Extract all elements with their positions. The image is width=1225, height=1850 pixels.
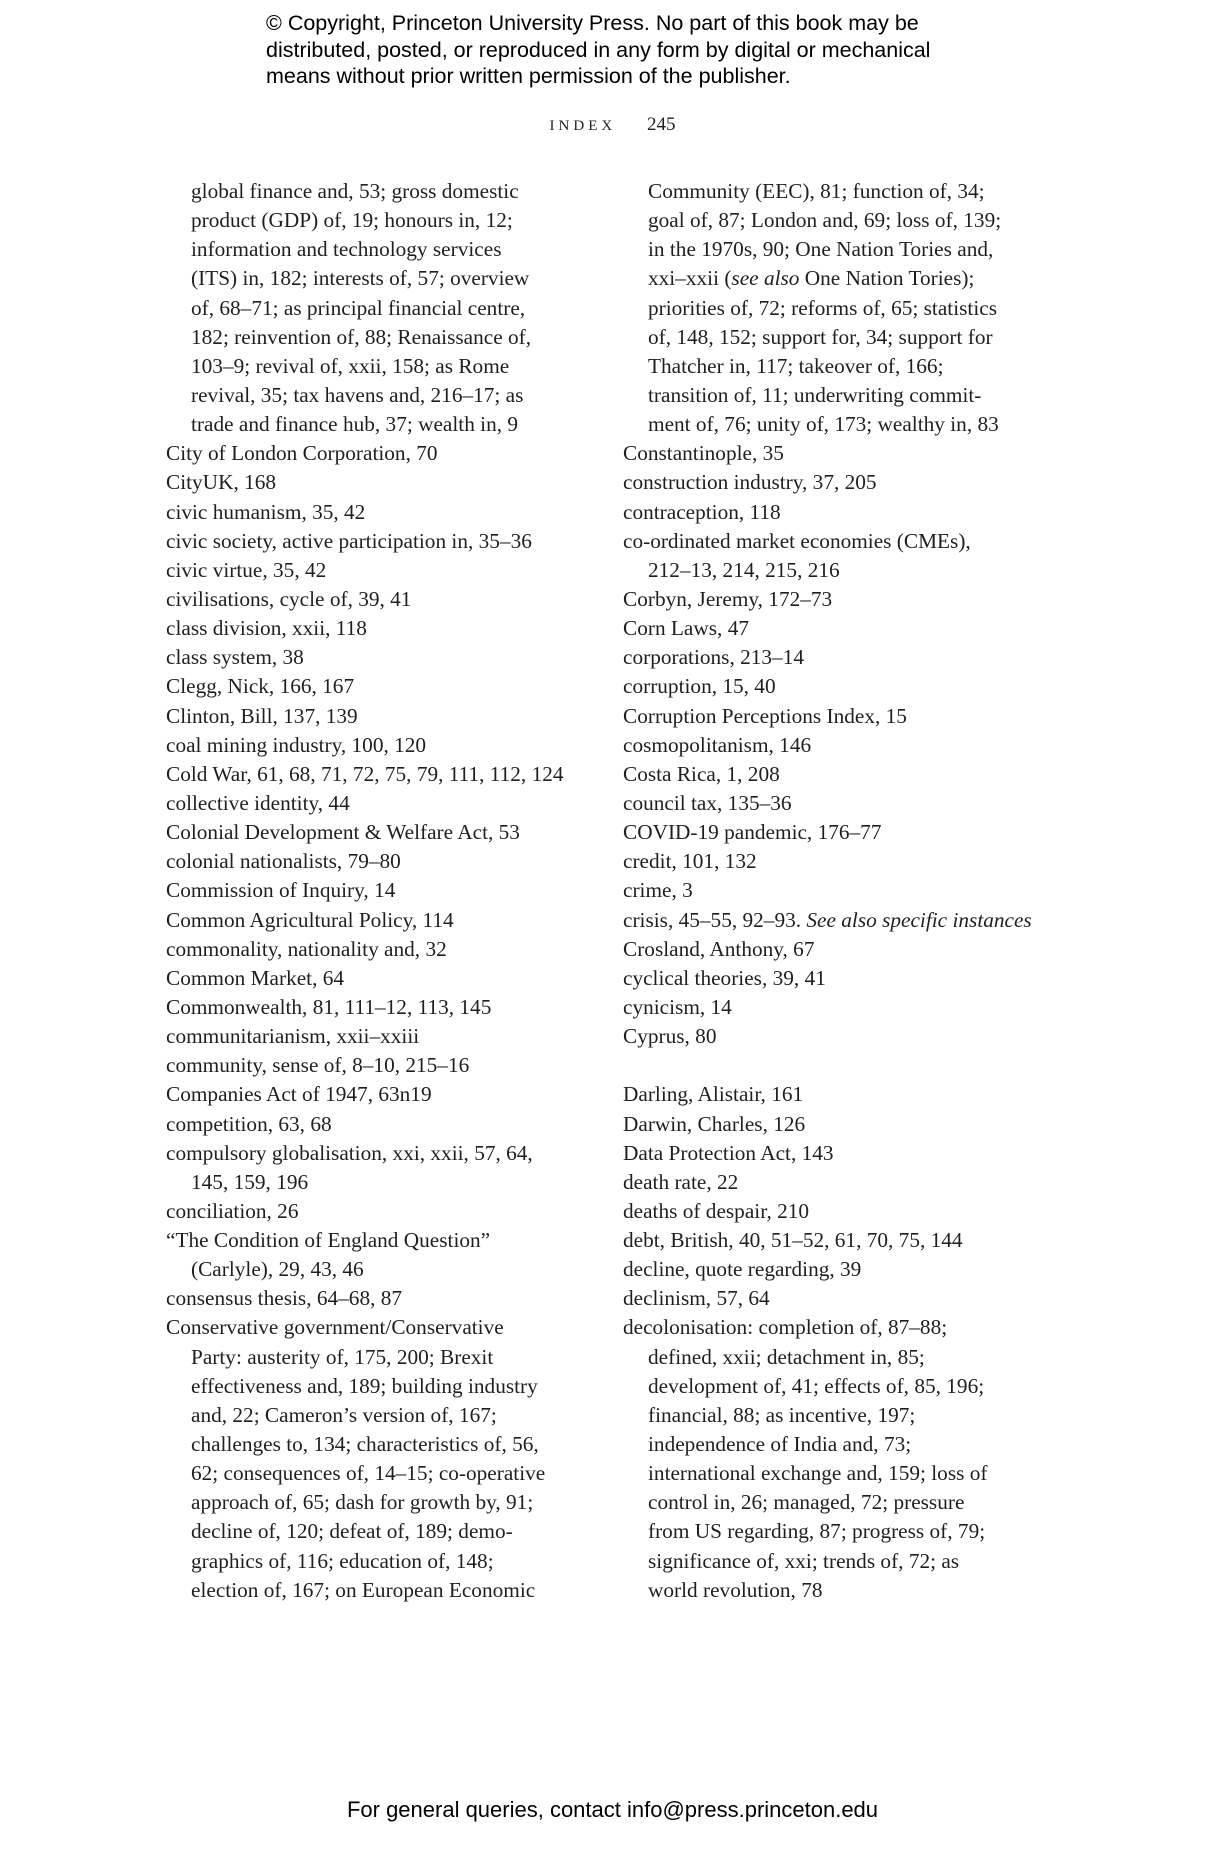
cross-reference: See also specific instances — [806, 907, 1032, 932]
index-line: death rate, 22 — [623, 1169, 739, 1194]
index-line: CityUK, 168 — [166, 470, 277, 495]
index-line: commonality, nationality and, 32 — [166, 936, 447, 961]
index-line: world revolution, 78 — [648, 1577, 823, 1602]
index-line: credit, 101, 132 — [623, 849, 757, 874]
index-line: construction industry, 37, 205 — [623, 470, 877, 495]
index-line: graphics of, 116; education of, 148; — [191, 1548, 494, 1573]
index-line: 182; reinvention of, 88; Renaissance of, — [191, 324, 532, 349]
index-line: Community (EEC), 81; function of, 34; — [648, 179, 985, 203]
index-column-right — [623, 177, 1053, 1605]
index-line: priorities of, 72; reforms of, 65; statistics — [648, 295, 997, 320]
index-line: corruption, 15, 40 — [623, 674, 776, 699]
index-line: coal mining industry, 100, 120 — [166, 732, 427, 757]
index-line: decline of, 120; defeat of, 189; demo- — [191, 1519, 513, 1544]
index-line: civic society, active participation in, 35–36 — [166, 528, 532, 553]
index-line: (Carlyle), 29, 43, 46 — [191, 1257, 364, 1282]
index-line: class system, 38 — [166, 645, 304, 670]
index-line: Thatcher in, 117; takeover of, 166; — [648, 353, 944, 378]
index-line: effectiveness and, 189; building industry — [191, 1373, 538, 1398]
index-line: challenges to, 134; characteristics of, 56, — [191, 1432, 539, 1457]
cross-reference: see also — [731, 266, 800, 291]
index-line: City of London Corporation, 70 — [166, 441, 438, 466]
index-line: development of, 41; effects of, 85, 196; — [648, 1373, 985, 1398]
index-line: co-ordinated market economies (CMEs), — [623, 528, 971, 553]
copyright-notice — [266, 10, 1026, 90]
index-line: competition, 63, 68 — [166, 1111, 332, 1136]
index-column-left — [166, 177, 586, 1605]
index-line: community, sense of, 8–10, 215–16 — [166, 1053, 470, 1078]
index-line: Cold War, 61, 68, 71, 72, 75, 79, 111, 112, 124 — [166, 761, 564, 786]
footer-contact: For general queries, contact info@press.princeton.edu — [346, 1797, 879, 1822]
index-line: defined, xxii; detachment in, 85; — [648, 1344, 925, 1369]
index-line: control in, 26; managed, 72; pressure — [648, 1490, 965, 1515]
index-line: (ITS) in, 182; interests of, 57; overview — [191, 266, 530, 291]
index-line: council tax, 135–36 — [623, 790, 792, 815]
index-line: Corn Laws, 47 — [623, 616, 749, 641]
index-line: consensus thesis, 64–68, 87 — [166, 1286, 403, 1311]
copyright-line: © Copyright, Princeton University Press. No part of this book may be — [266, 11, 919, 35]
index-line: trade and finance hub, 37; wealth in, 9 — [191, 412, 519, 437]
index-line: crisis, 45–55, 92–93. See also specific instances — [623, 907, 1032, 932]
index-line: corporations, 213–14 — [623, 645, 804, 670]
index-line: deaths of despair, 210 — [623, 1198, 810, 1223]
index-line: in the 1970s, 90; One Nation Tories and, — [648, 237, 994, 262]
index-line: cynicism, 14 — [623, 994, 732, 1019]
index-line: crime, 3 — [623, 878, 693, 903]
index-line: of, 68–71; as principal financial centre, — [191, 295, 526, 320]
index-line: colonial nationalists, 79–80 — [166, 849, 401, 874]
index-line: Darling, Alistair, 161 — [623, 1082, 804, 1107]
index-line: Colonial Development & Welfare Act, 53 — [166, 820, 520, 845]
index-line: COVID-19 pandemic, 176–77 — [623, 820, 882, 845]
index-line: product (GDP) of, 19; honours in, 12; — [191, 208, 513, 233]
index-line: approach of, 65; dash for growth by, 91; — [191, 1490, 534, 1515]
index-line: Corruption Perceptions Index, 15 — [623, 703, 907, 728]
index-line: Companies Act of 1947, 63n19 — [166, 1082, 432, 1107]
index-line: 103–9; revival of, xxii, 158; as Rome — [191, 353, 510, 378]
index-line: financial, 88; as incentive, 197; — [648, 1402, 916, 1427]
index-line: 212–13, 214, 215, 216 — [648, 557, 840, 582]
index-line: civic humanism, 35, 42 — [166, 499, 366, 524]
index-line: Commission of Inquiry, 14 — [166, 878, 396, 903]
index-line: Conservative government/Conservative — [166, 1315, 504, 1340]
running-head-label: INDEX — [549, 118, 617, 134]
index-line: Data Protection Act, 143 — [623, 1140, 834, 1165]
index-line: debt, British, 40, 51–52, 61, 70, 75, 144 — [623, 1228, 963, 1253]
index-line: Party: austerity of, 175, 200; Brexit — [191, 1344, 494, 1369]
index-line: collective identity, 44 — [166, 790, 350, 815]
index-line: cyclical theories, 39, 41 — [623, 965, 826, 990]
blank-line — [623, 1051, 1053, 1080]
index-line: global finance and, 53; gross domestic — [191, 179, 519, 203]
index-line: goal of, 87; London and, 69; loss of, 139; — [648, 208, 1002, 233]
page-number: 245 — [646, 114, 676, 135]
index-line: declinism, 57, 64 — [623, 1286, 770, 1311]
index-line: Clinton, Bill, 137, 139 — [166, 703, 358, 728]
index-line: significance of, xxi; trends of, 72; as — [648, 1548, 960, 1573]
index-line: Costa Rica, 1, 208 — [623, 761, 780, 786]
index-line: civilisations, cycle of, 39, 41 — [166, 586, 412, 611]
index-line: contraception, 118 — [623, 499, 781, 524]
index-line: ment of, 76; unity of, 173; wealthy in, 83 — [648, 412, 999, 437]
index-line: class division, xxii, 118 — [166, 616, 367, 641]
index-line: transition of, 11; underwriting commit- — [648, 382, 982, 407]
index-line: Common Agricultural Policy, 114 — [166, 907, 454, 932]
index-line: compulsory globalisation, xxi, xxii, 57, 64, — [166, 1140, 533, 1165]
index-line: 62; consequences of, 14–15; co-operative — [191, 1461, 546, 1486]
index-line: independence of India and, 73; — [648, 1432, 912, 1457]
index-line: Corbyn, Jeremy, 172–73 — [623, 586, 833, 611]
index-line: Constantinople, 35 — [623, 441, 784, 466]
index-line: decline, quote regarding, 39 — [623, 1257, 862, 1282]
index-line: Crosland, Anthony, 67 — [623, 936, 815, 961]
running-head — [0, 114, 1225, 136]
copyright-line: distributed, posted, or reproduced in any form by digital or mechanical — [266, 37, 931, 62]
index-line: xxi–xxii (see also One Nation Tories); — [648, 266, 975, 291]
copyright-line: means without prior written permission of the publisher. — [266, 64, 791, 88]
index-line: “The Condition of England Question” — [166, 1228, 491, 1253]
index-line: Common Market, 64 — [166, 965, 345, 990]
index-line: of, 148, 152; support for, 34; support for — [648, 324, 993, 349]
index-line: and, 22; Cameron’s version of, 167; — [191, 1402, 497, 1427]
index-line: 145, 159, 196 — [191, 1169, 309, 1194]
index-line: communitarianism, xxii–xxiii — [166, 1024, 420, 1049]
index-line: civic virtue, 35, 42 — [166, 557, 327, 582]
index-line: cosmopolitanism, 146 — [623, 732, 812, 757]
index-line: Cyprus, 80 — [623, 1024, 717, 1049]
index-line: Darwin, Charles, 126 — [623, 1111, 806, 1136]
index-line: election of, 167; on European Economic — [191, 1577, 536, 1602]
index-line: Commonwealth, 81, 111–12, 113, 145 — [166, 994, 492, 1019]
index-line: revival, 35; tax havens and, 216–17; as — [191, 382, 524, 407]
index-line: international exchange and, 159; loss of — [648, 1461, 988, 1486]
index-line: information and technology services — [191, 237, 502, 262]
index-line: Clegg, Nick, 166, 167 — [166, 674, 355, 699]
index-line: conciliation, 26 — [166, 1198, 299, 1223]
index-line: from US regarding, 87; progress of, 79; — [648, 1519, 986, 1544]
index-line: decolonisation: completion of, 87–88; — [623, 1315, 948, 1340]
